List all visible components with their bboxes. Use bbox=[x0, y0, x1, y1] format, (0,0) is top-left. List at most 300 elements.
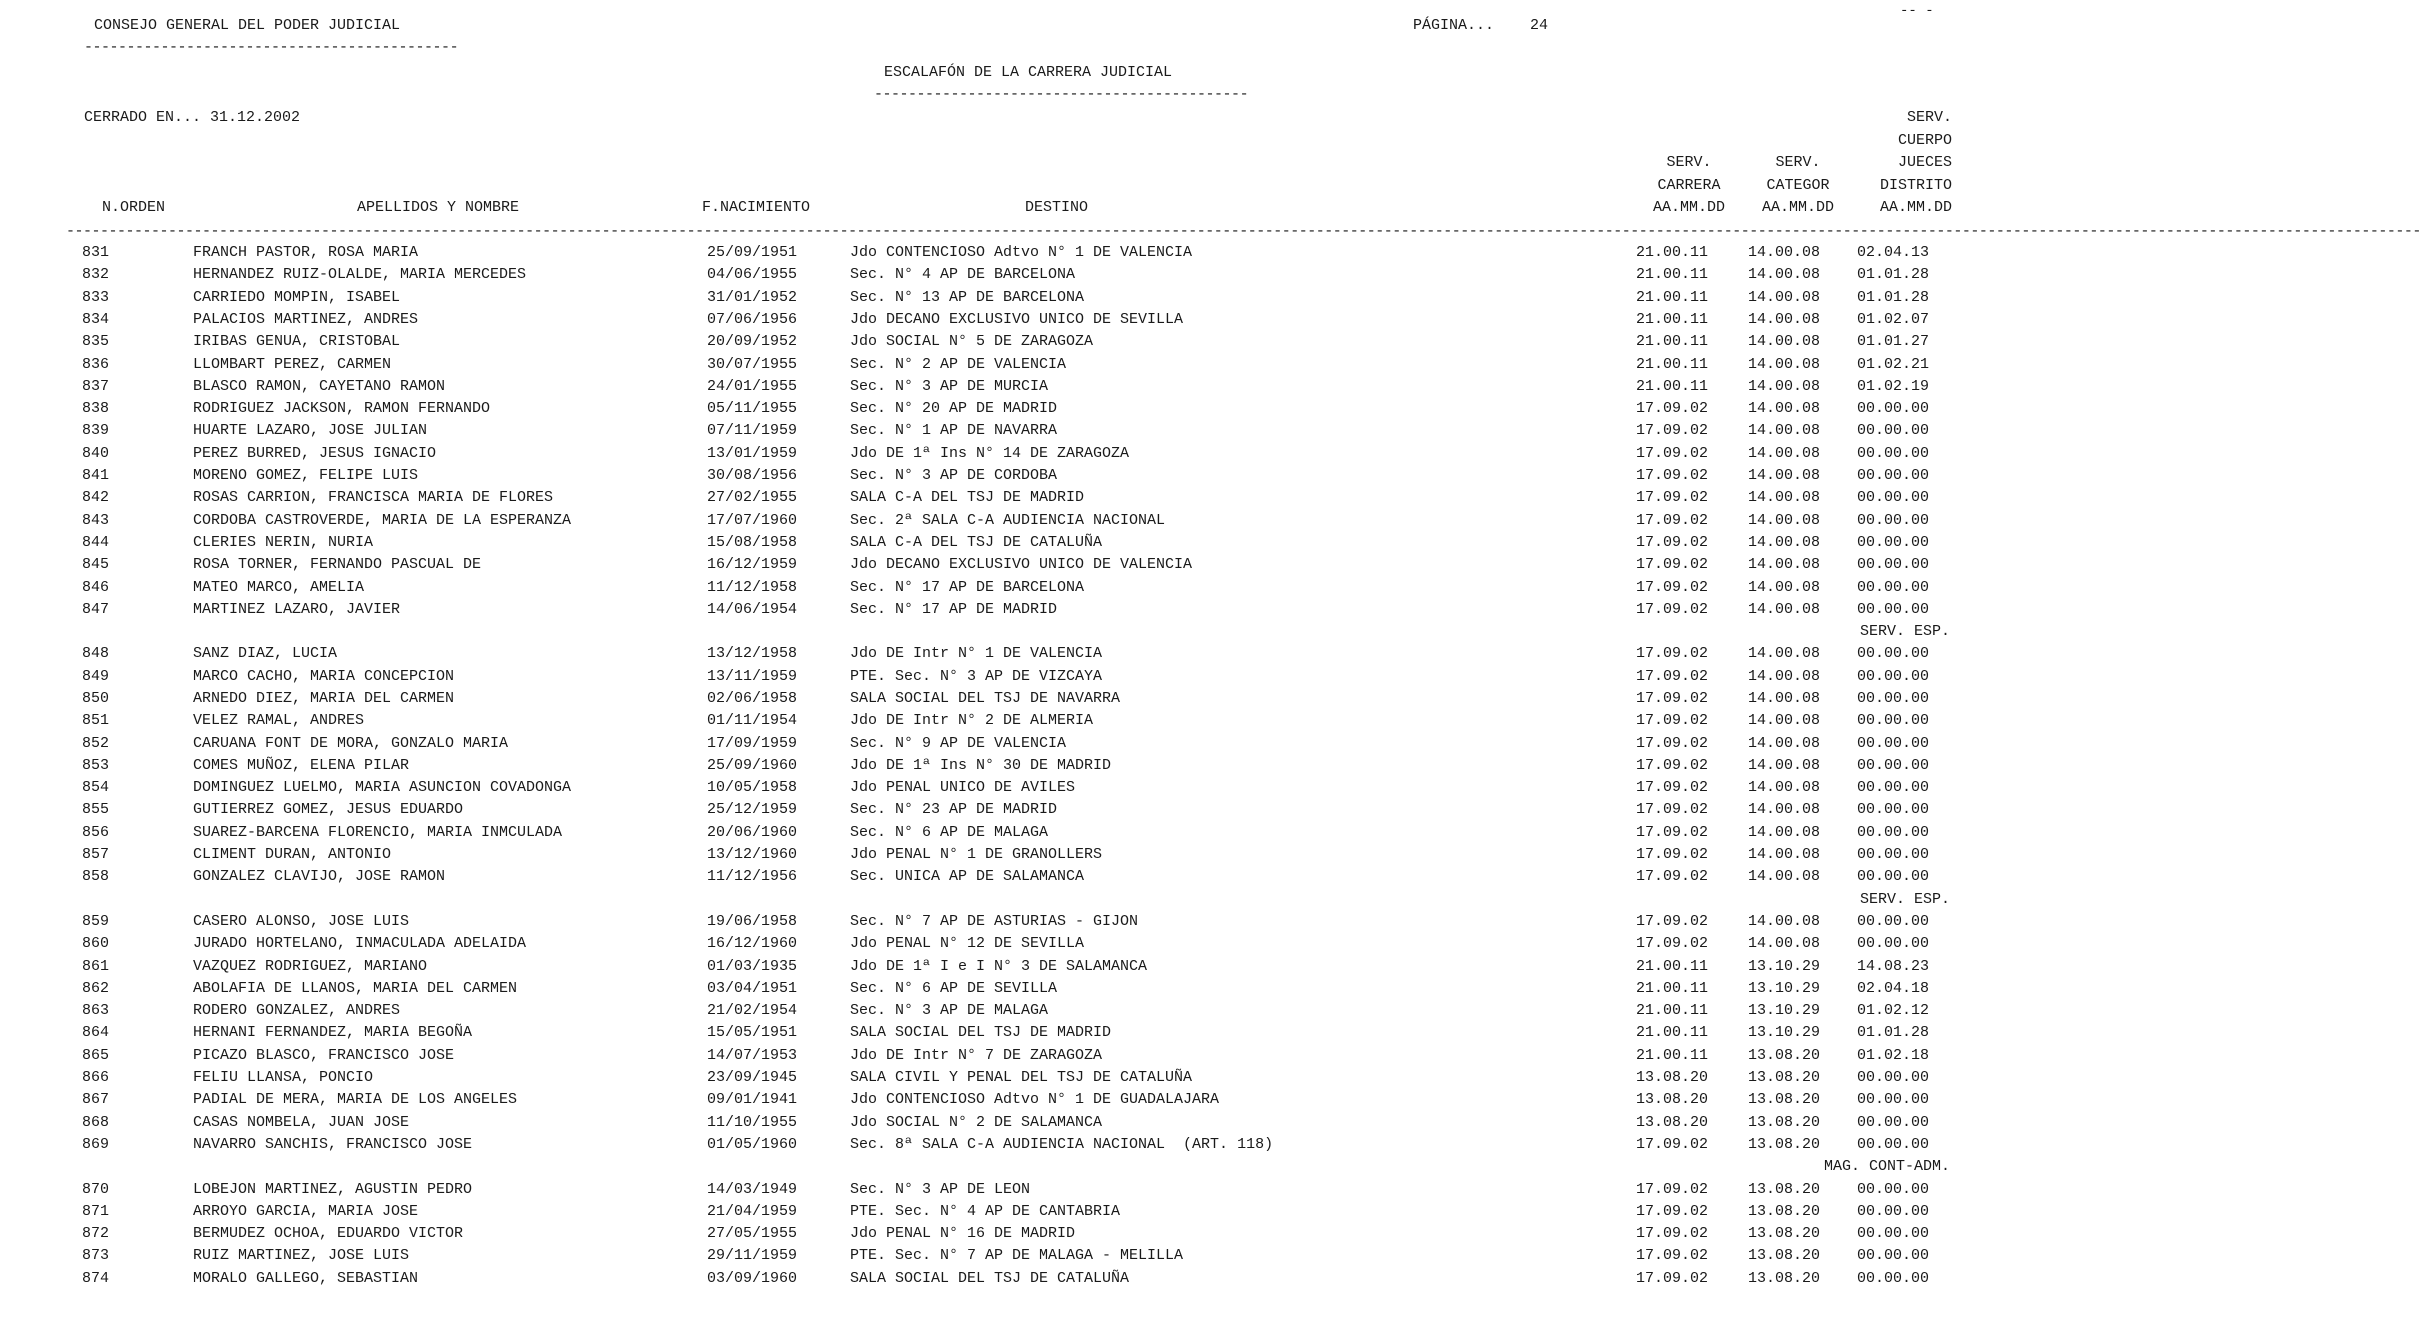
person-name: CLERIES NERIN, NURIA bbox=[193, 534, 374, 551]
table-row bbox=[0, 554, 2000, 576]
destination: Sec. 8ª SALA C-A AUDIENCIA NACIONAL (ART. 118) bbox=[850, 1136, 1274, 1153]
table-row bbox=[0, 911, 2000, 933]
order-number: 839 bbox=[82, 422, 110, 439]
col-header-category-3: AA.MM.DD bbox=[1761, 199, 1834, 216]
order-number: 846 bbox=[82, 579, 110, 596]
serv-career: 17.09.02 bbox=[1636, 445, 1709, 462]
row-note: MAG. CONT-ADM. bbox=[1823, 1158, 1950, 1175]
serv-category: 14.00.08 bbox=[1748, 913, 1821, 930]
serv-category: 13.08.20 bbox=[1748, 1047, 1821, 1064]
table-row bbox=[0, 599, 2000, 621]
table-row bbox=[0, 487, 2000, 509]
birth-date: 20/09/1952 bbox=[707, 333, 798, 350]
serv-career: 17.09.02 bbox=[1636, 668, 1709, 685]
person-name: BERMUDEZ OCHOA, EDUARDO VICTOR bbox=[193, 1225, 464, 1242]
col-header-order: N.ORDEN bbox=[102, 199, 166, 216]
destination: PTE. Sec. N° 3 AP DE VIZCAYA bbox=[850, 668, 1103, 685]
table-row bbox=[0, 733, 2000, 755]
serv-career: 21.00.11 bbox=[1636, 289, 1709, 306]
serv-corps: 00.00.00 bbox=[1857, 445, 1930, 462]
person-name: RODRIGUEZ JACKSON, RAMON FERNANDO bbox=[193, 400, 491, 417]
serv-career: 21.00.11 bbox=[1636, 333, 1709, 350]
birth-date: 27/02/1955 bbox=[707, 489, 798, 506]
person-name: BLASCO RAMON, CAYETANO RAMON bbox=[193, 378, 446, 395]
birth-date: 02/06/1958 bbox=[707, 690, 798, 707]
table-row bbox=[0, 1000, 2000, 1022]
serv-career: 21.00.11 bbox=[1636, 958, 1709, 975]
destination: SALA CIVIL Y PENAL DEL TSJ DE CATALUÑA bbox=[850, 1069, 1193, 1086]
serv-career: 17.09.02 bbox=[1636, 579, 1709, 596]
table-row bbox=[0, 242, 2000, 264]
serv-category: 14.00.08 bbox=[1748, 378, 1821, 395]
order-number: 852 bbox=[82, 735, 110, 752]
destination: Jdo PENAL N° 12 DE SEVILLA bbox=[850, 935, 1085, 952]
table-row bbox=[0, 532, 2000, 554]
serv-corps: 01.02.12 bbox=[1857, 1002, 1930, 1019]
serv-career: 17.09.02 bbox=[1636, 824, 1709, 841]
serv-category: 14.00.08 bbox=[1748, 244, 1821, 261]
page-title: ESCALAFÓN DE LA CARRERA JUDICIAL bbox=[884, 64, 1173, 81]
order-number: 861 bbox=[82, 958, 110, 975]
col-header-destination: DESTINO bbox=[1025, 199, 1089, 216]
order-number: 854 bbox=[82, 779, 110, 796]
page-number: 24 bbox=[1530, 17, 1549, 34]
serv-corps: 00.00.00 bbox=[1857, 868, 1930, 885]
corner-mark: -- - bbox=[1900, 3, 1934, 19]
order-number: 870 bbox=[82, 1181, 110, 1198]
birth-date: 16/12/1959 bbox=[707, 556, 798, 573]
destination: Sec. 2ª SALA C-A AUDIENCIA NACIONAL bbox=[850, 512, 1166, 529]
destination: Sec. N° 3 AP DE CORDOBA bbox=[850, 467, 1058, 484]
title-underline: -------------------------------------------- bbox=[874, 86, 1249, 103]
serv-category: 14.00.08 bbox=[1748, 311, 1821, 328]
birth-date: 31/01/1952 bbox=[707, 289, 798, 306]
serv-corps: 00.00.00 bbox=[1857, 1136, 1930, 1153]
birth-date: 03/04/1951 bbox=[707, 980, 798, 997]
birth-date: 30/07/1955 bbox=[707, 356, 798, 373]
serv-career: 17.09.02 bbox=[1636, 400, 1709, 417]
destination: Sec. UNICA AP DE SALAMANCA bbox=[850, 868, 1085, 885]
serv-corps: 00.00.00 bbox=[1857, 935, 1930, 952]
table-row bbox=[0, 1022, 2000, 1044]
birth-date: 11/10/1955 bbox=[707, 1114, 798, 1131]
order-number: 856 bbox=[82, 824, 110, 841]
col-header-career-3: AA.MM.DD bbox=[1652, 199, 1725, 216]
order-number: 848 bbox=[82, 645, 110, 662]
serv-category: 14.00.08 bbox=[1748, 668, 1821, 685]
destination: SALA C-A DEL TSJ DE MADRID bbox=[850, 489, 1085, 506]
serv-career: 17.09.02 bbox=[1636, 1225, 1709, 1242]
birth-date: 10/05/1958 bbox=[707, 779, 798, 796]
row-note: SERV. ESP. bbox=[1859, 623, 1950, 640]
serv-corps: 00.00.00 bbox=[1857, 579, 1930, 596]
order-number: 835 bbox=[82, 333, 110, 350]
order-number: 844 bbox=[82, 534, 110, 551]
serv-category: 14.00.08 bbox=[1748, 534, 1821, 551]
serv-career: 17.09.02 bbox=[1636, 801, 1709, 818]
order-number: 840 bbox=[82, 445, 110, 462]
birth-date: 30/08/1956 bbox=[707, 467, 798, 484]
destination: Sec. N° 23 AP DE MADRID bbox=[850, 801, 1058, 818]
serv-corps: 01.02.07 bbox=[1857, 311, 1930, 328]
person-name: CASERO ALONSO, JOSE LUIS bbox=[193, 913, 410, 930]
destination: Jdo PENAL N° 16 DE MADRID bbox=[850, 1225, 1076, 1242]
destination: Sec. N° 17 AP DE MADRID bbox=[850, 601, 1058, 618]
serv-category: 14.00.08 bbox=[1748, 579, 1821, 596]
col-header-corps-5: AA.MM.DD bbox=[1879, 199, 1952, 216]
person-name: LOBEJON MARTINEZ, AGUSTIN PEDRO bbox=[193, 1181, 473, 1198]
order-number: 833 bbox=[82, 289, 110, 306]
serv-category: 14.00.08 bbox=[1748, 266, 1821, 283]
order-number: 845 bbox=[82, 556, 110, 573]
order-number: 849 bbox=[82, 668, 110, 685]
birth-date: 20/06/1960 bbox=[707, 824, 798, 841]
serv-category: 13.10.29 bbox=[1748, 980, 1821, 997]
serv-category: 14.00.08 bbox=[1748, 400, 1821, 417]
order-number: 832 bbox=[82, 266, 110, 283]
person-name: ARNEDO DIEZ, MARIA DEL CARMEN bbox=[193, 690, 455, 707]
person-name: CLIMENT DURAN, ANTONIO bbox=[193, 846, 392, 863]
organization-underline: -------------------------------------------- bbox=[84, 39, 459, 56]
birth-date: 13/11/1959 bbox=[707, 668, 798, 685]
order-number: 864 bbox=[82, 1024, 110, 1041]
birth-date: 01/05/1960 bbox=[707, 1136, 798, 1153]
serv-category: 13.10.29 bbox=[1748, 958, 1821, 975]
serv-corps: 00.00.00 bbox=[1857, 489, 1930, 506]
serv-corps: 00.00.00 bbox=[1857, 1203, 1930, 1220]
birth-date: 25/09/1960 bbox=[707, 757, 798, 774]
serv-category: 14.00.08 bbox=[1748, 422, 1821, 439]
order-number: 859 bbox=[82, 913, 110, 930]
serv-category: 14.00.08 bbox=[1748, 601, 1821, 618]
order-number: 842 bbox=[82, 489, 110, 506]
person-name: PEREZ BURRED, JESUS IGNACIO bbox=[193, 445, 437, 462]
destination: Sec. N° 9 AP DE VALENCIA bbox=[850, 735, 1067, 752]
serv-category: 14.00.08 bbox=[1748, 824, 1821, 841]
order-number: 866 bbox=[82, 1069, 110, 1086]
serv-corps: 00.00.00 bbox=[1857, 1270, 1930, 1287]
serv-corps: 01.01.28 bbox=[1857, 266, 1930, 283]
serv-corps: 01.02.21 bbox=[1857, 356, 1930, 373]
order-number: 853 bbox=[82, 757, 110, 774]
birth-date: 11/12/1958 bbox=[707, 579, 798, 596]
destination: Jdo DE Intr N° 7 DE ZARAGOZA bbox=[850, 1047, 1103, 1064]
serv-category: 14.00.08 bbox=[1748, 801, 1821, 818]
serv-career: 21.00.11 bbox=[1636, 1047, 1709, 1064]
table-row bbox=[0, 420, 2000, 442]
person-name: ARROYO GARCIA, MARIA JOSE bbox=[193, 1203, 419, 1220]
serv-corps: 00.00.00 bbox=[1857, 1114, 1930, 1131]
serv-category: 13.10.29 bbox=[1748, 1002, 1821, 1019]
serv-career: 21.00.11 bbox=[1636, 1002, 1709, 1019]
person-name: PICAZO BLASCO, FRANCISCO JOSE bbox=[193, 1047, 455, 1064]
serv-corps: 00.00.00 bbox=[1857, 1181, 1930, 1198]
serv-category: 13.08.20 bbox=[1748, 1203, 1821, 1220]
person-name: MORALO GALLEGO, SEBASTIAN bbox=[193, 1270, 419, 1287]
serv-category: 14.00.08 bbox=[1748, 712, 1821, 729]
serv-career: 17.09.02 bbox=[1636, 757, 1709, 774]
serv-corps: 00.00.00 bbox=[1857, 467, 1930, 484]
destination: Jdo DE 1ª Ins N° 30 DE MADRID bbox=[850, 757, 1112, 774]
destination: Sec. N° 7 AP DE ASTURIAS - GIJON bbox=[850, 913, 1139, 930]
serv-corps: 02.04.13 bbox=[1857, 244, 1930, 261]
serv-career: 17.09.02 bbox=[1636, 1181, 1709, 1198]
birth-date: 05/11/1955 bbox=[707, 400, 798, 417]
person-name: LLOMBART PEREZ, CARMEN bbox=[193, 356, 392, 373]
serv-corps: 01.01.27 bbox=[1857, 333, 1930, 350]
col-header-corps-1: SERV. bbox=[1906, 109, 1952, 126]
person-name: RUIZ MARTINEZ, JOSE LUIS bbox=[193, 1247, 410, 1264]
table-row bbox=[0, 866, 2000, 888]
serv-category: 14.00.08 bbox=[1748, 757, 1821, 774]
serv-corps: 14.08.23 bbox=[1857, 958, 1930, 975]
table-row bbox=[0, 1201, 2000, 1223]
col-header-corps-2: CUERPO bbox=[1897, 132, 1952, 149]
table-row bbox=[0, 1134, 2000, 1156]
order-number: 873 bbox=[82, 1247, 110, 1264]
serv-category: 14.00.08 bbox=[1748, 868, 1821, 885]
order-number: 867 bbox=[82, 1091, 110, 1108]
table-row bbox=[0, 755, 2000, 777]
table-row bbox=[0, 1089, 2000, 1111]
person-name: ROSAS CARRION, FRANCISCA MARIA DE FLORES bbox=[193, 489, 554, 506]
col-header-career-1: SERV. bbox=[1666, 154, 1712, 171]
col-header-corps-3: JUECES bbox=[1897, 154, 1952, 171]
serv-career: 21.00.11 bbox=[1636, 244, 1709, 261]
serv-corps: 00.00.00 bbox=[1857, 512, 1930, 529]
serv-career: 17.09.02 bbox=[1636, 467, 1709, 484]
destination: Sec. N° 3 AP DE MALAGA bbox=[850, 1002, 1049, 1019]
table-row bbox=[0, 1112, 2000, 1134]
serv-career: 21.00.11 bbox=[1636, 356, 1709, 373]
serv-career: 21.00.11 bbox=[1636, 980, 1709, 997]
person-name: ABOLAFIA DE LLANOS, MARIA DEL CARMEN bbox=[193, 980, 518, 997]
birth-date: 17/09/1959 bbox=[707, 735, 798, 752]
person-name: COMES MUÑOZ, ELENA PILAR bbox=[193, 757, 410, 774]
table-row bbox=[0, 1179, 2000, 1201]
destination: Sec. N° 13 AP DE BARCELONA bbox=[850, 289, 1085, 306]
table-row bbox=[0, 376, 2000, 398]
col-header-corps-4: DISTRITO bbox=[1879, 177, 1952, 194]
order-number: 869 bbox=[82, 1136, 110, 1153]
order-number: 831 bbox=[82, 244, 110, 261]
header-separator: ------------------------------------------------------------------------------------------------------------------------------------------------------------------------------------------------------------------------------------------------------------------------------------- bbox=[66, 223, 2421, 240]
serv-corps: 00.00.00 bbox=[1857, 824, 1930, 841]
person-name: SANZ DIAZ, LUCIA bbox=[193, 645, 338, 662]
order-number: 863 bbox=[82, 1002, 110, 1019]
birth-date: 25/09/1951 bbox=[707, 244, 798, 261]
person-name: CASAS NOMBELA, JUAN JOSE bbox=[193, 1114, 410, 1131]
serv-career: 17.09.02 bbox=[1636, 712, 1709, 729]
destination: PTE. Sec. N° 7 AP DE MALAGA - MELILLA bbox=[850, 1247, 1184, 1264]
serv-category: 13.08.20 bbox=[1748, 1270, 1821, 1287]
table-row bbox=[0, 264, 2000, 286]
serv-category: 14.00.08 bbox=[1748, 512, 1821, 529]
birth-date: 13/01/1959 bbox=[707, 445, 798, 462]
order-number: 850 bbox=[82, 690, 110, 707]
person-name: JURADO HORTELANO, INMACULADA ADELAIDA bbox=[193, 935, 527, 952]
serv-corps: 00.00.00 bbox=[1857, 757, 1930, 774]
destination: Sec. N° 3 AP DE MURCIA bbox=[850, 378, 1049, 395]
serv-career: 17.09.02 bbox=[1636, 1270, 1709, 1287]
order-number: 847 bbox=[82, 601, 110, 618]
person-name: FELIU LLANSA, PONCIO bbox=[193, 1069, 374, 1086]
serv-career: 21.00.11 bbox=[1636, 378, 1709, 395]
person-name: CARUANA FONT DE MORA, GONZALO MARIA bbox=[193, 735, 509, 752]
destination: SALA SOCIAL DEL TSJ DE CATALUÑA bbox=[850, 1270, 1130, 1287]
birth-date: 01/11/1954 bbox=[707, 712, 798, 729]
serv-career: 17.09.02 bbox=[1636, 1203, 1709, 1220]
destination: PTE. Sec. N° 4 AP DE CANTABRIA bbox=[850, 1203, 1121, 1220]
serv-corps: 00.00.00 bbox=[1857, 1225, 1930, 1242]
destination: Sec. N° 4 AP DE BARCELONA bbox=[850, 266, 1076, 283]
serv-category: 14.00.08 bbox=[1748, 556, 1821, 573]
birth-date: 09/01/1941 bbox=[707, 1091, 798, 1108]
birth-date: 25/12/1959 bbox=[707, 801, 798, 818]
destination: Sec. N° 1 AP DE NAVARRA bbox=[850, 422, 1058, 439]
serv-corps: 01.01.28 bbox=[1857, 1024, 1930, 1041]
col-header-name: APELLIDOS Y NOMBRE bbox=[357, 199, 520, 216]
birth-date: 27/05/1955 bbox=[707, 1225, 798, 1242]
person-name: VAZQUEZ RODRIGUEZ, MARIANO bbox=[193, 958, 428, 975]
serv-category: 14.00.08 bbox=[1748, 467, 1821, 484]
birth-date: 17/07/1960 bbox=[707, 512, 798, 529]
person-name: SUAREZ-BARCENA FLORENCIO, MARIA INMCULADA bbox=[193, 824, 563, 841]
birth-date: 11/12/1956 bbox=[707, 868, 798, 885]
table-row bbox=[0, 688, 2000, 710]
serv-career: 21.00.11 bbox=[1636, 266, 1709, 283]
destination: Sec. N° 17 AP DE BARCELONA bbox=[850, 579, 1085, 596]
serv-corps: 00.00.00 bbox=[1857, 801, 1930, 818]
table-row bbox=[0, 777, 2000, 799]
order-number: 858 bbox=[82, 868, 110, 885]
destination: Jdo DECANO EXCLUSIVO UNICO DE VALENCIA bbox=[850, 556, 1193, 573]
person-name: PADIAL DE MERA, MARIA DE LOS ANGELES bbox=[193, 1091, 518, 1108]
destination: Jdo DE 1ª Ins N° 14 DE ZARAGOZA bbox=[850, 445, 1130, 462]
serv-career: 21.00.11 bbox=[1636, 1024, 1709, 1041]
col-header-category-2: CATEGOR bbox=[1766, 177, 1830, 194]
serv-category: 13.08.20 bbox=[1748, 1069, 1821, 1086]
destination: SALA C-A DEL TSJ DE CATALUÑA bbox=[850, 534, 1103, 551]
birth-date: 04/06/1955 bbox=[707, 266, 798, 283]
destination: Sec. N° 3 AP DE LEON bbox=[850, 1181, 1031, 1198]
birth-date: 14/03/1949 bbox=[707, 1181, 798, 1198]
table-row bbox=[0, 1245, 2000, 1267]
table-row bbox=[0, 1268, 2000, 1290]
order-number: 865 bbox=[82, 1047, 110, 1064]
birth-date: 15/05/1951 bbox=[707, 1024, 798, 1041]
person-name: RODERO GONZALEZ, ANDRES bbox=[193, 1002, 401, 1019]
serv-category: 14.00.08 bbox=[1748, 356, 1821, 373]
order-number: 857 bbox=[82, 846, 110, 863]
table-row bbox=[0, 643, 2000, 665]
serv-corps: 00.00.00 bbox=[1857, 400, 1930, 417]
serv-corps: 00.00.00 bbox=[1857, 534, 1930, 551]
serv-corps: 00.00.00 bbox=[1857, 913, 1930, 930]
serv-corps: 00.00.00 bbox=[1857, 601, 1930, 618]
order-number: 834 bbox=[82, 311, 110, 328]
person-name: HERNANDEZ RUIZ-OLALDE, MARIA MERCEDES bbox=[193, 266, 527, 283]
destination: Jdo CONTENCIOSO Adtvo N° 1 DE VALENCIA bbox=[850, 244, 1193, 261]
serv-category: 13.08.20 bbox=[1748, 1225, 1821, 1242]
serv-corps: 00.00.00 bbox=[1857, 690, 1930, 707]
table-row bbox=[0, 577, 2000, 599]
serv-category: 14.00.08 bbox=[1748, 935, 1821, 952]
serv-career: 17.09.02 bbox=[1636, 422, 1709, 439]
serv-category: 13.08.20 bbox=[1748, 1247, 1821, 1264]
serv-category: 14.00.08 bbox=[1748, 735, 1821, 752]
order-number: 874 bbox=[82, 1270, 110, 1287]
table-row bbox=[0, 799, 2000, 821]
birth-date: 16/12/1960 bbox=[707, 935, 798, 952]
serv-career: 17.09.02 bbox=[1636, 1136, 1709, 1153]
destination: Sec. N° 6 AP DE SEVILLA bbox=[850, 980, 1058, 997]
serv-career: 13.08.20 bbox=[1636, 1069, 1709, 1086]
person-name: CORDOBA CASTROVERDE, MARIA DE LA ESPERANZA bbox=[193, 512, 572, 529]
serv-corps: 00.00.00 bbox=[1857, 1069, 1930, 1086]
birth-date: 14/06/1954 bbox=[707, 601, 798, 618]
serv-corps: 00.00.00 bbox=[1857, 556, 1930, 573]
serv-career: 17.09.02 bbox=[1636, 779, 1709, 796]
order-number: 860 bbox=[82, 935, 110, 952]
birth-date: 07/11/1959 bbox=[707, 422, 798, 439]
birth-date: 13/12/1958 bbox=[707, 645, 798, 662]
destination: Jdo DE Intr N° 2 DE ALMERIA bbox=[850, 712, 1094, 729]
serv-career: 17.09.02 bbox=[1636, 534, 1709, 551]
table-row bbox=[0, 956, 2000, 978]
destination: Jdo PENAL N° 1 DE GRANOLLERS bbox=[850, 846, 1103, 863]
order-number: 851 bbox=[82, 712, 110, 729]
serv-corps: 00.00.00 bbox=[1857, 735, 1930, 752]
serv-category: 13.08.20 bbox=[1748, 1181, 1821, 1198]
person-name: MARCO CACHO, MARIA CONCEPCION bbox=[193, 668, 455, 685]
person-name: FRANCH PASTOR, ROSA MARIA bbox=[193, 244, 419, 261]
destination: Jdo CONTENCIOSO Adtvo N° 1 DE GUADALAJARA bbox=[850, 1091, 1220, 1108]
person-name: NAVARRO SANCHIS, FRANCISCO JOSE bbox=[193, 1136, 473, 1153]
serv-corps: 00.00.00 bbox=[1857, 1091, 1930, 1108]
order-number: 837 bbox=[82, 378, 110, 395]
serv-category: 13.10.29 bbox=[1748, 1024, 1821, 1041]
person-name: MATEO MARCO, AMELIA bbox=[193, 579, 365, 596]
birth-date: 15/08/1958 bbox=[707, 534, 798, 551]
table-row bbox=[0, 666, 2000, 688]
destination: Jdo DE Intr N° 1 DE VALENCIA bbox=[850, 645, 1103, 662]
serv-career: 17.09.02 bbox=[1636, 489, 1709, 506]
closed-date: CERRADO EN... 31.12.2002 bbox=[84, 109, 301, 126]
destination: Sec. N° 2 AP DE VALENCIA bbox=[850, 356, 1067, 373]
person-name: GONZALEZ CLAVIJO, JOSE RAMON bbox=[193, 868, 446, 885]
serv-category: 14.00.08 bbox=[1748, 846, 1821, 863]
person-name: ROSA TORNER, FERNANDO PASCUAL DE bbox=[193, 556, 482, 573]
order-number: 862 bbox=[82, 980, 110, 997]
serv-career: 17.09.02 bbox=[1636, 1247, 1709, 1264]
person-name: IRIBAS GENUA, CRISTOBAL bbox=[193, 333, 401, 350]
order-number: 841 bbox=[82, 467, 110, 484]
destination: SALA SOCIAL DEL TSJ DE MADRID bbox=[850, 1024, 1112, 1041]
serv-corps: 00.00.00 bbox=[1857, 422, 1930, 439]
serv-career: 17.09.02 bbox=[1636, 935, 1709, 952]
table-row bbox=[0, 331, 2000, 353]
person-name: GUTIERREZ GOMEZ, JESUS EDUARDO bbox=[193, 801, 464, 818]
destination: Jdo SOCIAL N° 2 DE SALAMANCA bbox=[850, 1114, 1103, 1131]
page-label: PÁGINA... bbox=[1413, 17, 1495, 34]
serv-category: 14.00.08 bbox=[1748, 333, 1821, 350]
serv-career: 17.09.02 bbox=[1636, 556, 1709, 573]
person-name: HUARTE LAZARO, JOSE JULIAN bbox=[193, 422, 428, 439]
serv-category: 14.00.08 bbox=[1748, 645, 1821, 662]
serv-corps: 00.00.00 bbox=[1857, 645, 1930, 662]
table-row bbox=[0, 309, 2000, 331]
